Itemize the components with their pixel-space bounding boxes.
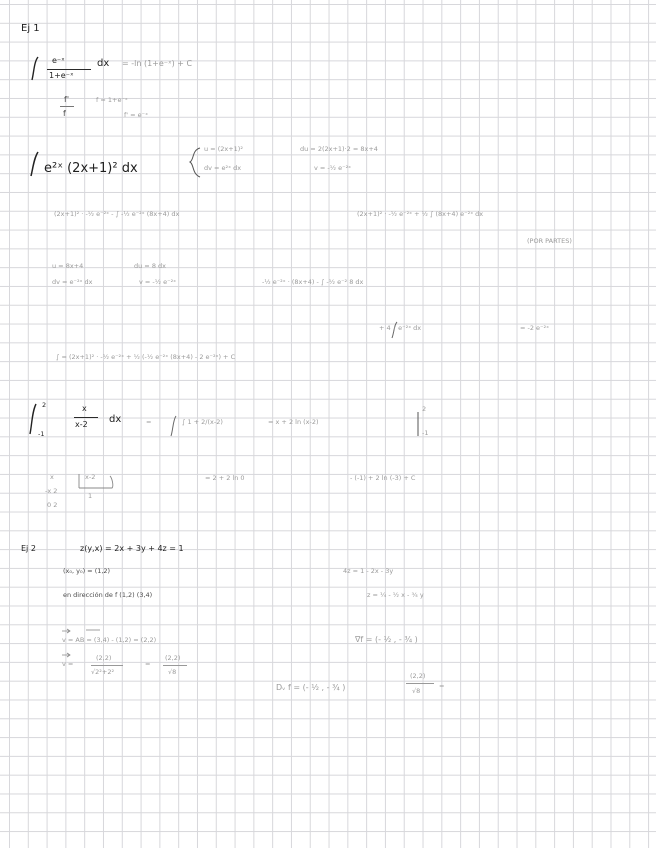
ex2-point: (x₀, y₀) = (1,2) [63,567,111,575]
ex2-dirder-fraction-bar [406,683,434,684]
ex2-direction: en dirección de f (1,2) (3,4) [63,591,153,599]
p3-division-quotient: 1 [88,492,93,500]
p3-dx: dx [109,414,122,425]
p3-eval1: = 2 + 2 ln 0 [205,474,245,482]
p2-note-por-partes: (POR PARTES) [527,237,572,245]
exercise-1-label: Ej 1 [21,23,40,34]
ex2-equation: z(y,x) = 2x + 3y + 4z = 1 [80,544,184,553]
p2-du-line: du = 2(2x+1)·2 = 8x+4 [300,145,378,153]
ex2-solve1: 4z = 1 - 2x - 3y [343,567,394,575]
p1-dx: dx [97,58,110,69]
p2-u2-line: u = 8x+4 [52,262,84,270]
p3-upper-limit: 2 [42,401,47,409]
p3-equals-1: = [146,418,152,426]
p3-division-row1: -x 2 [45,487,58,495]
p3-rhs1: ∫ 1 + 2/(x-2) [182,418,223,426]
p1-sub-frac-bar [60,106,74,107]
p2-v-line: v = -½ e⁻²ˣ [314,164,352,172]
p3-fraction-bar [74,417,98,418]
p2-dv2-line: dv = e⁻²ˣ dx [52,278,93,286]
exercise-2-label: Ej 2 [21,544,36,553]
p1-integrand-numerator: e⁻ˣ [52,56,65,65]
ex2-v-prefix: v = [62,660,74,668]
p1-sub-frac-num: f' [64,95,70,104]
p2-du2-line: du = 8 dx [134,262,166,270]
p3-numerator: x [82,404,87,413]
v-arrow-1 [62,629,70,633]
p2-u-line: u = (2x+1)² [204,145,243,153]
p1-fraction-bar [47,69,91,70]
integral-sign-3 [30,404,36,434]
p1-integrand-denominator: 1+e⁻ˣ [49,71,74,80]
ex2-v-num2: (2,2) [165,654,181,662]
ex2-v-den2: √8 [168,668,177,676]
integral-sign-5 [171,416,176,436]
ex2-v-eq: = [145,660,151,668]
p2-step3-right: = -2 e⁻²ˣ [520,324,549,332]
p1-sub-fprime: f' = e⁻ˣ [124,111,148,119]
p3-division-dividend: x [50,473,54,481]
p3-rhs2: = x + 2 ln (x-2) [268,418,319,426]
ex2-vector-v: v = AB = (3,4) - (1,2) = (2,2) [62,636,157,644]
p2-step3-left: + 4 ∫ e⁻²ˣ dx [379,324,422,332]
p3-bracket-lower: -1 [422,429,429,437]
p2-v2-line: v = -½ e⁻²ˣ [139,278,177,286]
ex2-v-fraction-bar2 [163,665,187,666]
p3-denominator: x-2 [75,420,88,429]
p1-sub-frac-den: f [63,109,66,118]
ex2-solve2: z = ¼ - ½ x - ¾ y [367,591,424,599]
ex2-directional-derivative: Dᵥ f = (- ½ , - ¾ ) [276,683,346,692]
v-arrow-2 [62,653,70,657]
p1-sub-f: f = 1+e⁻ˣ [96,96,128,104]
integral-sign-1 [32,57,38,80]
ex2-gradient: ∇f = (- ½ , - ¾ ) [355,635,418,644]
p2-integrand: e²ˣ (2x+1)² dx [44,161,138,176]
ex2-dirder-den: √8 [412,687,421,695]
p3-lower-limit: -1 [38,430,45,438]
ex2-dirder-eq: = [439,682,445,690]
p1-result: = -ln (1+e⁻ˣ) + C [122,59,193,68]
p2-step1-left: (2x+1)² · -½ e⁻²ˣ - ∫ -½ e⁻²ˣ (8x+4) dx [54,210,180,218]
curly-brace [190,148,200,177]
p2-step2: -½ e⁻²ˣ · (8x+4) - ∫ -½ e⁻² 8 dx [262,278,364,286]
ex2-v-num: (2,2) [96,654,112,662]
p2-step1-right: (2x+1)² · -½ e⁻²ˣ + ½ ∫ (8x+4) e⁻²ˣ dx [357,210,484,218]
p2-dv-line: dv = e²ˣ dx [204,164,242,172]
p2-final: ∫ = (2x+1)² · -½ e⁻²ˣ + ½ (-½ e⁻²ˣ (8x+4) - 2 e⁻²ˣ) + C [56,353,236,361]
ex2-v-fraction-bar [91,665,123,666]
integral-sign-2 [31,152,38,176]
p3-eval2: - (-1) + 2 ln (-3) + C [350,474,416,482]
p3-division-row2: 0 2 [47,501,58,509]
ex2-v-den: √2²+2² [91,668,115,676]
p3-division-divisor: x-2 [85,473,96,481]
ex2-dirder-num: (2,2) [410,672,426,680]
p3-bracket-upper: 2 [422,405,427,413]
